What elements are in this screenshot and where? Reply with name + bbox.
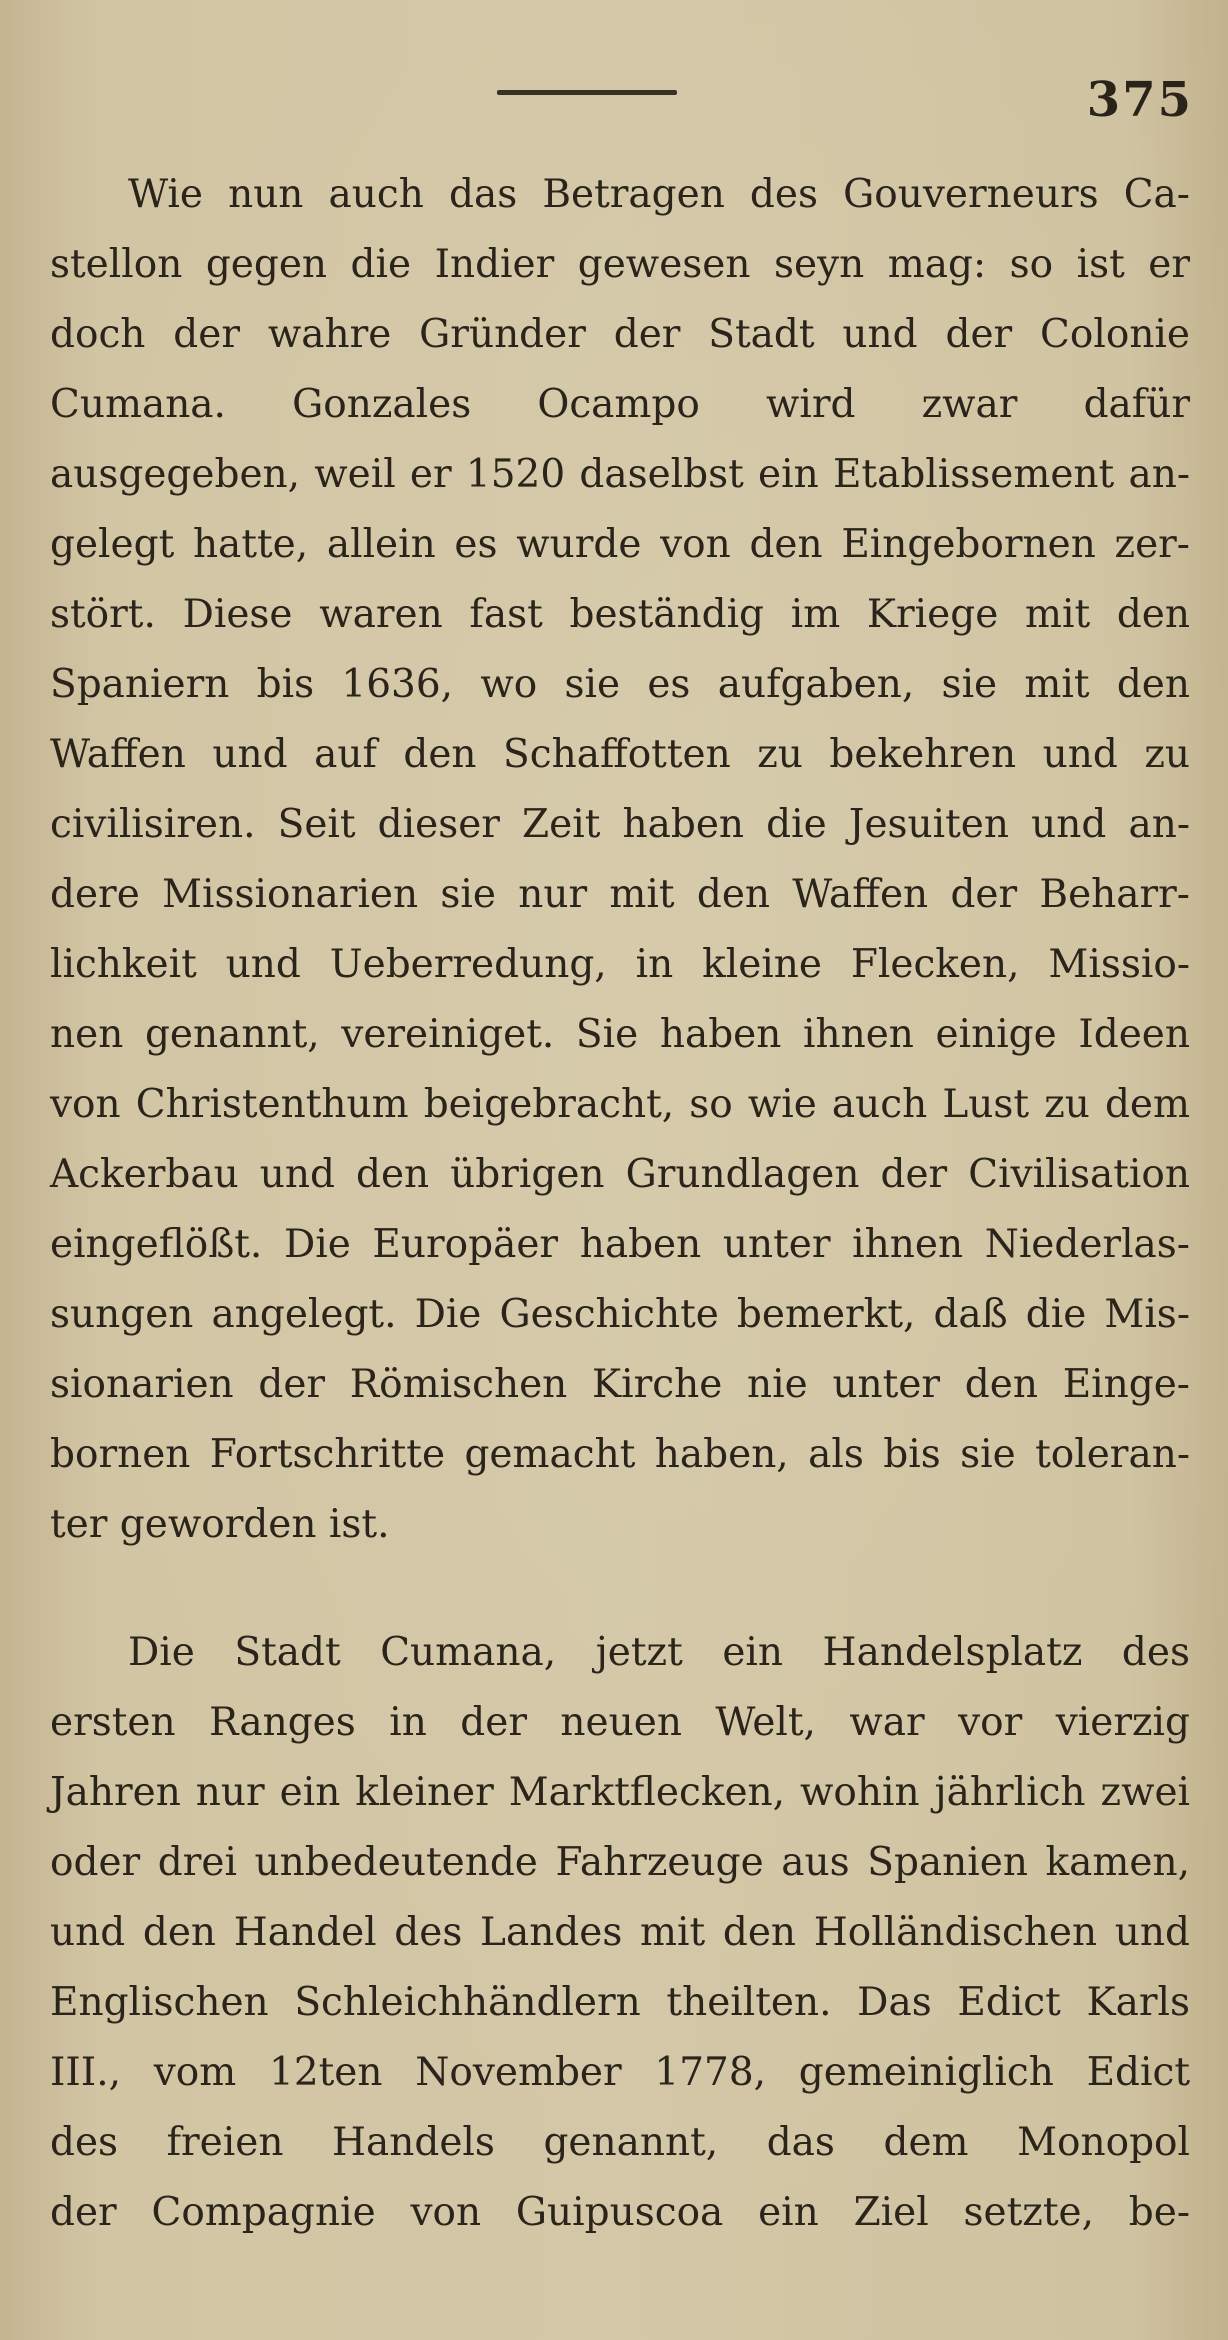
text-line: nen genannt, vereiniget. Sie haben ihnen einige Ideen: [50, 1012, 1190, 1057]
text-line: von Christenthum beigebracht, so wie auch Lust zu dem: [50, 1082, 1190, 1127]
page-number: 375: [1086, 72, 1193, 128]
text-line: civilisiren. Seit dieser Zeit haben die Jesuiten und an-: [50, 802, 1190, 847]
text-line: oder drei unbedeutende Fahrzeuge aus Spanien kamen,: [50, 1840, 1190, 1885]
text-line: Waffen und auf den Schaffotten zu bekehren und zu: [50, 732, 1190, 777]
text-line: stellon gegen die Indier gewesen seyn mag: so ist er: [50, 242, 1190, 287]
text-line: Spaniern bis 1636, wo sie es aufgaben, sie mit den: [50, 662, 1190, 707]
text-line: ausgegeben, weil er 1520 daselbst ein Etablissement an-: [50, 452, 1190, 497]
text-line: Englischen Schleichhändlern theilten. Das Edict Karls: [50, 1980, 1190, 2025]
text-line: Cumana. Gonzales Ocampo wird zwar dafür: [50, 382, 1190, 427]
text-line: lichkeit und Ueberredung, in kleine Flecken, Missio-: [50, 942, 1190, 987]
text-line: doch der wahre Gründer der Stadt und der Colonie: [50, 312, 1190, 357]
text-line: Jahren nur ein kleiner Marktflecken, wohin jährlich zwei: [50, 1770, 1190, 1815]
text-line: Die Stadt Cumana, jetzt ein Handelsplatz des: [128, 1630, 1190, 1675]
text-line: des freien Handels genannt, das dem Monopol: [50, 2120, 1190, 2165]
text-line: eingeflößt. Die Europäer haben unter ihnen Niederlas-: [50, 1222, 1190, 1267]
text-line: dere Missionarien sie nur mit den Waffen der Beharr-: [50, 872, 1190, 917]
header-rule: [497, 90, 677, 95]
text-line: sungen angelegt. Die Geschichte bemerkt, daß die Mis-: [50, 1292, 1190, 1337]
text-line: III., vom 12ten November 1778, gemeiniglich Edict: [50, 2050, 1190, 2095]
text-line: ter geworden ist.: [50, 1502, 390, 1547]
text-line: bornen Fortschritte gemacht haben, als bis sie toleran-: [50, 1432, 1190, 1477]
text-line: und den Handel des Landes mit den Holländischen und: [50, 1910, 1190, 1955]
text-line: der Compagnie von Guipuscoa ein Ziel setzte, be-: [50, 2190, 1190, 2235]
text-line: stört. Diese waren fast beständig im Kriege mit den: [50, 592, 1190, 637]
text-line: ersten Ranges in der neuen Welt, war vor vierzig: [50, 1700, 1190, 1745]
text-line: gelegt hatte, allein es wurde von den Eingebornen zer-: [50, 522, 1190, 567]
text-line: Ackerbau und den übrigen Grundlagen der Civilisation: [50, 1152, 1190, 1197]
text-line: sionarien der Römischen Kirche nie unter den Einge-: [50, 1362, 1190, 1407]
text-line: Wie nun auch das Betragen des Gouverneurs Ca-: [128, 172, 1190, 217]
